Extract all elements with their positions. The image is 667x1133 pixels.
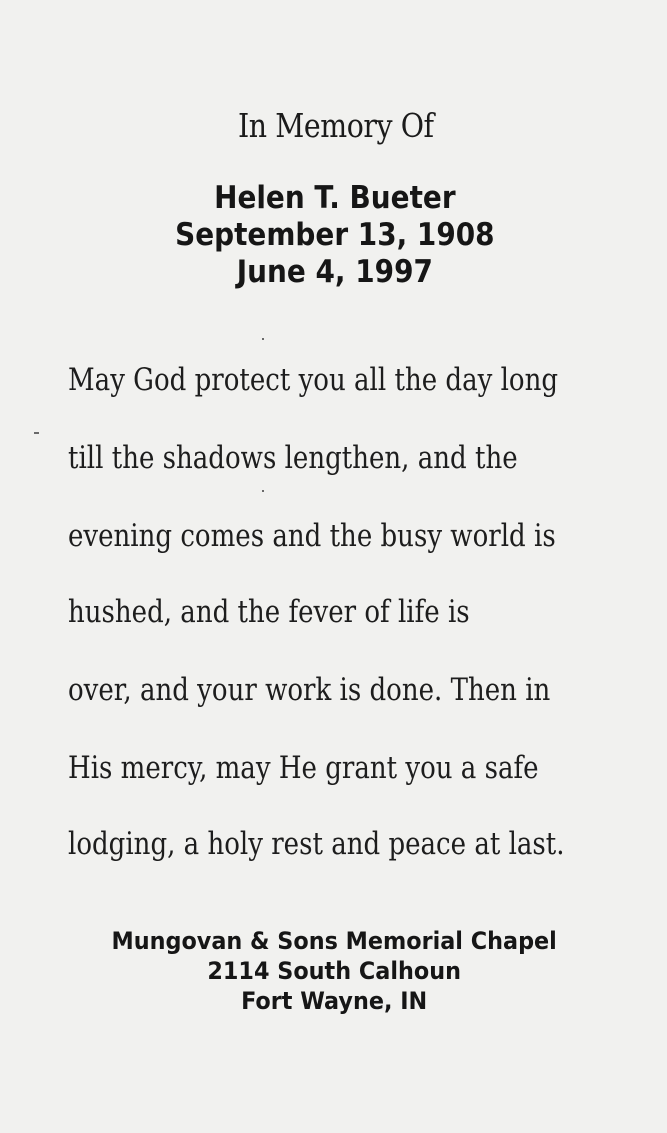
verse-line: lodging, a holy rest and peace at last. <box>68 826 565 862</box>
verse-line: till the shadows lengthen, and the <box>68 440 518 476</box>
paper-speck <box>34 432 39 434</box>
chapel-address: 2114 South Calhoun <box>207 957 461 985</box>
verse-line: hushed, and the fever of life is <box>68 594 470 630</box>
chapel-name: Mungovan & Sons Memorial Chapel <box>111 927 557 955</box>
death-date: June 4, 1997 <box>236 254 433 290</box>
verse-line: evening comes and the busy world is <box>68 518 556 554</box>
deceased-block <box>35 180 635 291</box>
verse-line: His mercy, may He grant you a safe <box>68 750 539 786</box>
chapel-city: Fort Wayne, IN <box>241 987 428 1015</box>
verse-line: May God protect you all the day long <box>68 362 559 398</box>
card-heading: In Memory Of <box>238 106 434 145</box>
verse-line: over, and your work is done. Then in <box>68 672 551 708</box>
birth-date: September 13, 1908 <box>175 217 495 253</box>
paper-speck <box>262 490 264 492</box>
chapel-block <box>24 926 644 1016</box>
deceased-name: Helen T. Bueter <box>214 180 456 216</box>
paper-speck <box>262 338 264 340</box>
